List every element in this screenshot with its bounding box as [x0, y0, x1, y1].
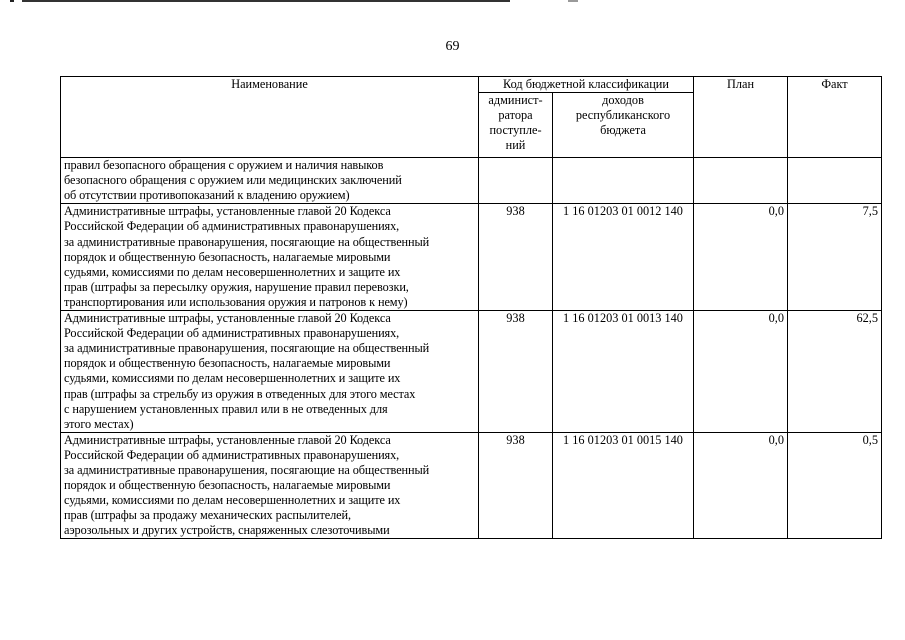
row-admin-code: 938 [479, 432, 553, 539]
row-plan: 0,0 [694, 311, 788, 433]
row-name [61, 204, 479, 311]
budget-table [60, 76, 882, 539]
row-fact: 62,5 [788, 311, 882, 433]
table-row [61, 432, 882, 539]
row-fact: 0,5 [788, 432, 882, 539]
header-code-group: Код бюджетной классификации [479, 77, 694, 93]
row-name [61, 158, 479, 204]
row-admin-code [479, 158, 553, 204]
row-fact [788, 158, 882, 204]
table-header [61, 77, 882, 158]
row-name-text: правил безопасного обращения с оружием и наличия навыков безопасного обращения с оружием или медицинских заключений об отсутствии противопоказаний к владению оружием) [64, 158, 402, 203]
row-budget-code: 1 16 01203 01 0015 140 [553, 432, 694, 539]
row-budget-code: 1 16 01203 01 0012 140 [553, 204, 694, 311]
table-row [61, 311, 882, 433]
table-row [61, 158, 882, 204]
row-plan: 0,0 [694, 204, 788, 311]
row-budget-code [553, 158, 694, 204]
scan-artifact-line [10, 0, 510, 2]
row-name-text: Административные штрафы, установленные главой 20 Кодекса Российской Федерации об административных правонарушениях, за административные правонарушения, посягающие на общественный порядок и общественную безопасность, налагаемые мировыми судьями, комиссиями по делам несовершеннолетних и защите их прав (штрафы за пересылку оружия, нарушение правил перевозки, транспортирования или использования оружия и патронов к нему) [64, 204, 430, 309]
header-revenue: доходов республиканского бюджета [553, 93, 694, 158]
row-name [61, 311, 479, 433]
page-number: 69 [445, 39, 460, 54]
scan-artifact-mark [568, 0, 578, 2]
row-name-text: Административные штрафы, установленные главой 20 Кодекса Российской Федерации об административных правонарушениях, за административные правонарушения, посягающие на общественный порядок и общественную безопасность, налагаемые мировыми судьями, комиссиями по делам несовершеннолетних и защите их прав (штрафы за продажу механических распылителей, аэрозольных и других устройств, снаряженных слезоточивыми [64, 432, 430, 538]
row-budget-code: 1 16 01203 01 0013 140 [553, 311, 694, 433]
header-admin: админист- ратора поступле- ний [479, 93, 553, 158]
table-row [61, 204, 882, 311]
row-plan [694, 158, 788, 204]
row-admin-code: 938 [479, 204, 553, 311]
row-plan: 0,0 [694, 432, 788, 539]
header-plan: План [694, 77, 788, 158]
row-fact: 7,5 [788, 204, 882, 311]
header-name: Наименование [61, 77, 479, 158]
row-admin-code: 938 [479, 311, 553, 433]
row-name [61, 432, 479, 539]
header-fact: Факт [788, 77, 882, 158]
row-name-text: Административные штрафы, установленные главой 20 Кодекса Российской Федерации об административных правонарушениях, за административные правонарушения, посягающие на общественный порядок и общественную безопасность, налагаемые мировыми судьями, комиссиями по делам несовершеннолетних и защите их прав (штрафы за стрельбу из оружия в отведенных для этого местах с нарушением установленных правил или в не отведенных для этого местах) [64, 311, 430, 431]
